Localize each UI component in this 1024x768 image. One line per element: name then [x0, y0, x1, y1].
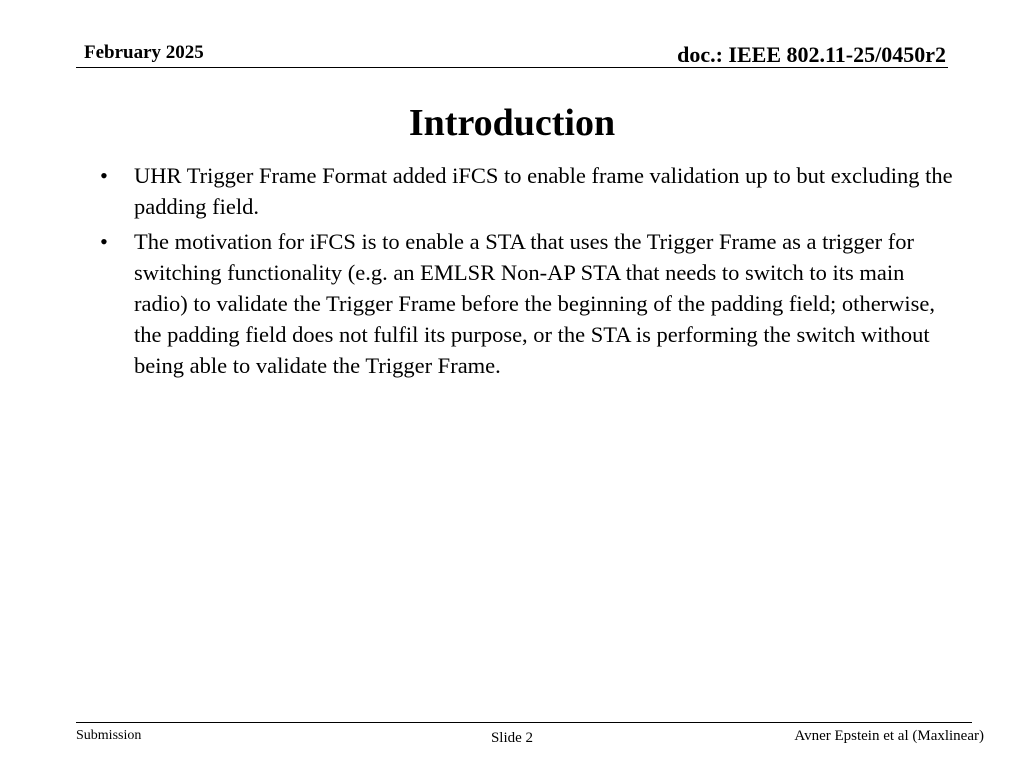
bullet-list	[100, 160, 960, 385]
slide-title: Introduction	[408, 102, 616, 144]
header-document-id: doc.: IEEE 802.11-25/0450r2	[677, 42, 946, 67]
bullet-marker: •	[100, 163, 108, 188]
header-divider	[76, 67, 948, 68]
bullet-marker: •	[100, 229, 108, 254]
header-date: February 2025	[84, 42, 204, 63]
bullet-text: UHR Trigger Frame Format added iFCS to enable frame validation up to but excluding the padding field.	[134, 163, 953, 219]
footer-slide-number: Slide 2	[490, 730, 534, 746]
footer-submission-label: Submission	[76, 728, 142, 743]
bullet-item	[100, 226, 960, 381]
bullet-text: The motivation for iFCS is to enable a STA that uses the Trigger Frame as a trigger for switching functionality (e.g. an EMLSR Non-AP STA that needs to switch to its main radio) to validate the Trigger Frame before the beginning of the padding field; otherwise, the padding field does not fulfil its purpose, or the STA is performing the switch without being able to validate the Trigger Frame.	[134, 229, 936, 378]
footer-divider	[76, 722, 972, 723]
footer-author: Avner Epstein et al (Maxlinear)	[794, 728, 984, 744]
bullet-item	[100, 160, 960, 222]
